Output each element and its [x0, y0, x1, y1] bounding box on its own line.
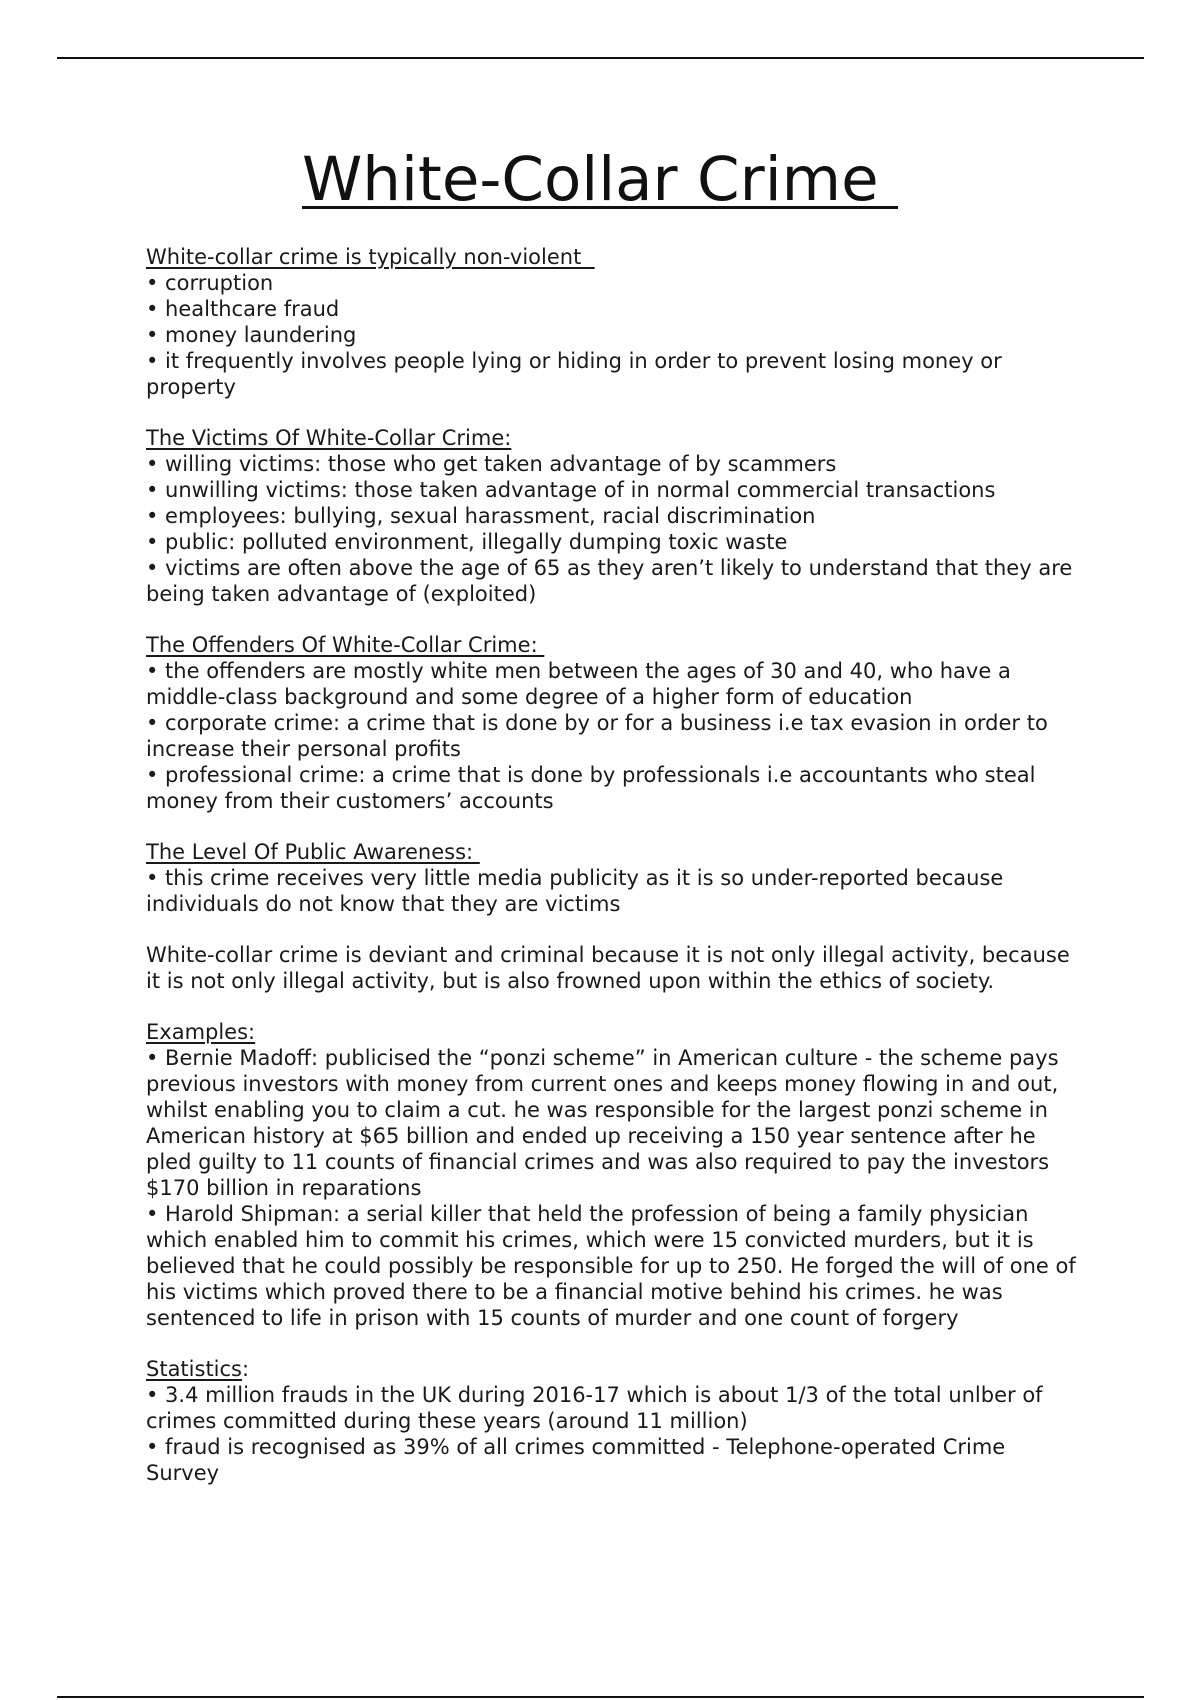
heading-colon: : [242, 1357, 250, 1381]
bottom-rule [57, 1696, 1144, 1698]
section-public-awareness [146, 839, 1076, 917]
page-title: White-Collar Crime [301, 144, 898, 215]
section-heading: The Victims Of White-Collar Crime: [146, 426, 512, 450]
section-victims [146, 425, 1076, 607]
section-heading: The Level Of Public Awareness: [146, 840, 480, 864]
document-body [146, 244, 1076, 1511]
bullet-list [146, 865, 1076, 917]
top-rule [57, 57, 1144, 59]
list-item: • Harold Shipman: a serial killer that held the profession of being a family physician which enabled him to commit his crimes, which were 15 convicted murders, but it is believed that he could possibly be responsible for up to 250. He forged the will of one of his victims which proved there to be a financial motive behind his crimes. he was sentenced to life in prison with 15 counts of murder and one count of forgery [146, 1202, 1076, 1330]
list-item: • victims are often above the age of 65 as they aren’t likely to understand that they are being taken advantage of (exploited) [146, 556, 1073, 606]
bullet-list [146, 1045, 1076, 1331]
section-heading: White-collar crime is typically non-violent [146, 245, 595, 269]
section-heading: Examples: [146, 1020, 256, 1044]
list-item: • unwilling victims: those taken advantage of in normal commercial transactions [146, 478, 996, 502]
list-item: • fraud is recognised as 39% of all crimes committed - Telephone-operated Crime Survey [146, 1435, 1006, 1485]
list-item: • this crime receives very little media publicity as it is so under-reported because individuals do not know that they are victims [146, 866, 1004, 916]
list-item: • it frequently involves people lying or hiding in order to prevent losing money or property [146, 349, 1002, 399]
bullet-list [146, 451, 1076, 607]
list-item: • the offenders are mostly white men between the ages of 30 and 40, who have a middle-class background and some degree of a higher form of education [146, 659, 1011, 709]
list-item: • employees: bullying, sexual harassment, racial discrimination [146, 504, 816, 528]
section-heading: Statistics [146, 1357, 242, 1381]
list-item: • Bernie Madoff: publicised the “ponzi scheme” in American culture - the scheme pays previous investors with money from current ones and keeps money flowing in and out, whilst enabling you to claim a cut. he was responsible for the largest ponzi scheme in American history at $65 billion and ended up receiving a 150 year sentence after he pled guilty to 11 counts of financial crimes and was also required to pay the investors $170 billion in reparations [146, 1046, 1059, 1200]
section-heading: The Offenders Of White-Collar Crime: [146, 633, 545, 657]
list-item: • 3.4 million frauds in the UK during 2016-17 which is about 1/3 of the total unlber of crimes committed during these years (around 11 million) [146, 1383, 1043, 1433]
list-item: • corruption [146, 271, 274, 295]
section-statistics [146, 1356, 1076, 1486]
section-offenders [146, 632, 1076, 814]
section-heading-row [146, 1356, 1076, 1382]
bullet-list [146, 658, 1076, 814]
bullet-list [146, 270, 1076, 400]
list-item: • healthcare fraud [146, 297, 340, 321]
list-item: • professional crime: a crime that is done by professionals i.e accountants who steal money from their customers’ accounts [146, 763, 1036, 813]
section-examples [146, 1019, 1076, 1331]
list-item: • corporate crime: a crime that is done by or for a business i.e tax evasion in order to increase their personal profits [146, 711, 1048, 761]
list-item: • money laundering [146, 323, 357, 347]
list-item: • willing victims: those who get taken advantage of by scammers [146, 452, 837, 476]
list-item: • public: polluted environment, illegally dumping toxic waste [146, 530, 788, 554]
section-nature [146, 244, 1076, 400]
bullet-list [146, 1382, 1076, 1486]
deviance-paragraph: White-collar crime is deviant and criminal because it is not only illegal activity, because it is not only illegal activity, but is also frowned upon within the ethics of society. [146, 943, 1070, 993]
